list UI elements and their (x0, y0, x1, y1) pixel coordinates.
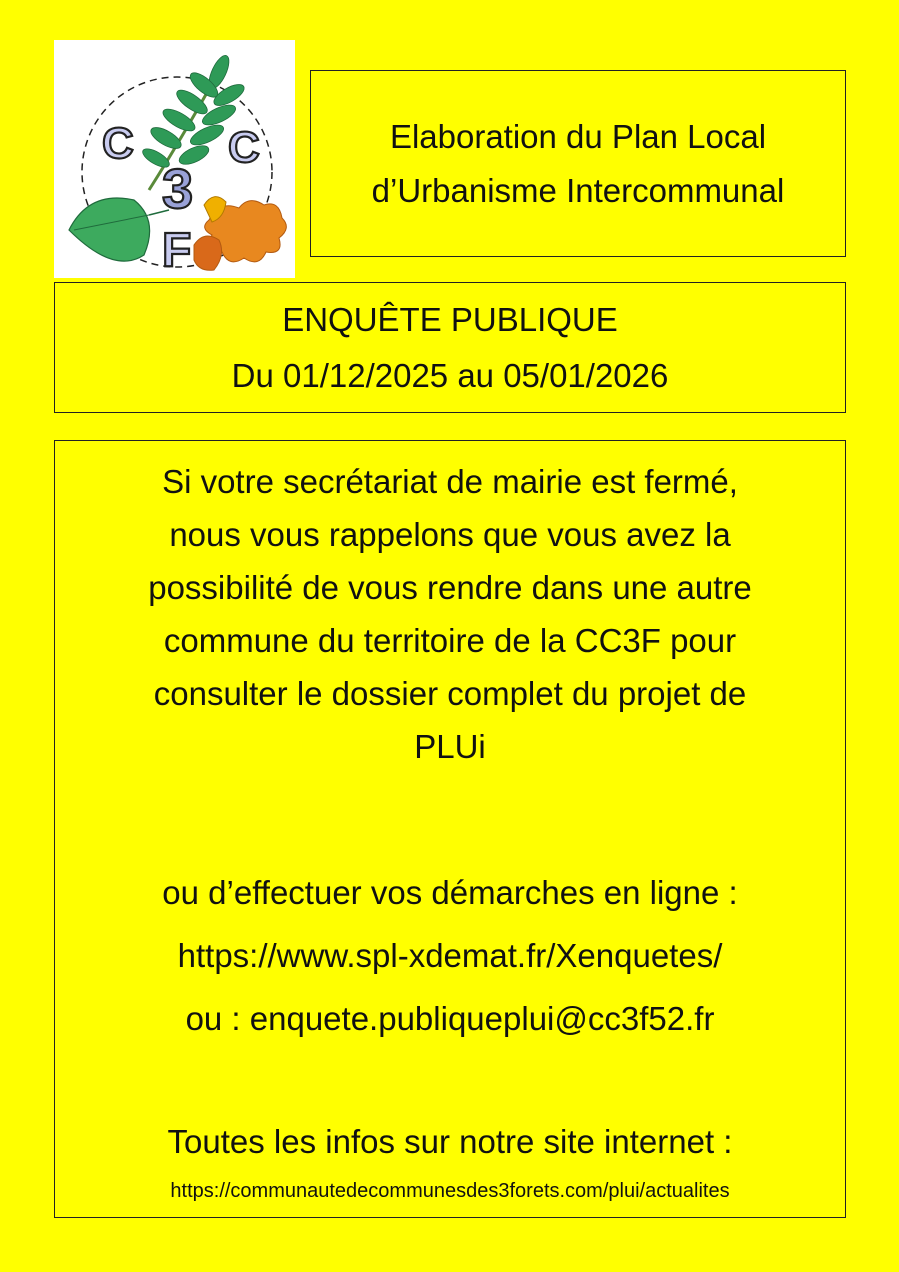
info-line: nous vous rappelons que vous avez la (169, 516, 731, 553)
online-intro: ou d’effectuer vos démarches en ligne : (162, 874, 738, 911)
inquiry-label: ENQUÊTE PUBLIQUE (282, 300, 618, 338)
info-line: consulter le dossier complet du projet de (153, 675, 747, 712)
website-intro: Toutes les infos sur notre site internet : (167, 1123, 733, 1160)
logo-graphic (54, 40, 295, 278)
info-line: commune du territoire de la CC3F pour (163, 622, 737, 659)
cc3f-logo (54, 40, 295, 278)
logo-letter-c-right: C (228, 123, 260, 172)
info-line: PLUi (414, 728, 486, 765)
logo-letter-3: 3 (162, 157, 194, 220)
title-box (310, 70, 846, 257)
online-url-link[interactable]: https://www.spl-xdemat.fr/Xenquetes/ (177, 937, 723, 974)
main-info-box (54, 440, 846, 1218)
info-paragraph (55, 455, 845, 773)
logo-letter-c-left: C (102, 119, 134, 168)
website-url-link[interactable]: https://communautedecommunesdes3forets.com/plui/actualites (170, 1180, 730, 1202)
title-line-2: d’Urbanisme Intercommunal (371, 171, 785, 209)
info-line: Si votre secrétariat de mairie est fermé, (162, 463, 738, 500)
logo-letter-f: F (162, 224, 192, 277)
info-line: possibilité de vous rendre dans une autre (148, 569, 752, 606)
title-line-1: Elaboration du Plan Local (389, 117, 767, 155)
online-section (55, 861, 845, 1050)
inquiry-dates-box (54, 282, 846, 413)
inquiry-dates: Du 01/12/2025 au 05/01/2026 (231, 356, 669, 394)
website-section (55, 1115, 845, 1168)
email-line[interactable]: ou : enquete.publiqueplui@cc3f52.fr (185, 1000, 715, 1037)
